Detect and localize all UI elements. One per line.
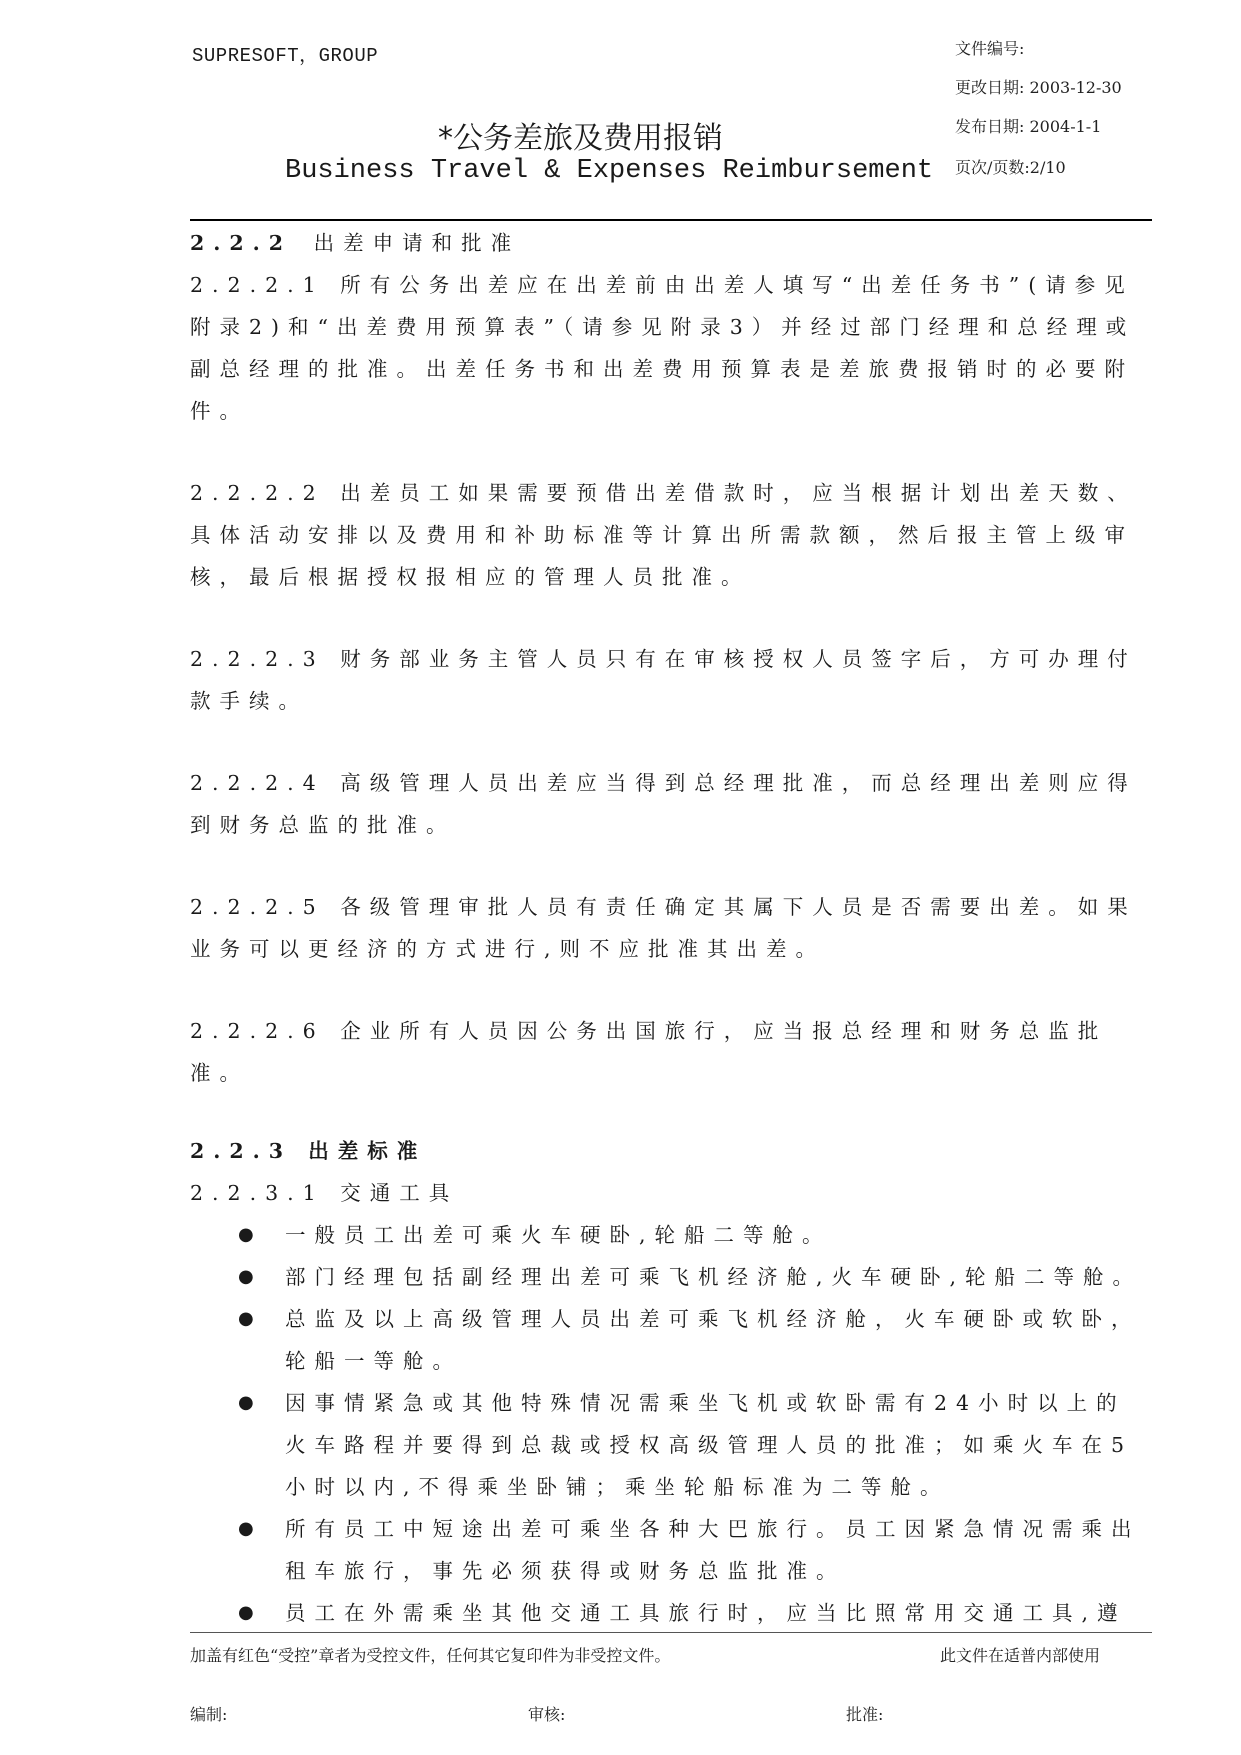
list-item: ● 员工在外需乘坐其他交通工具旅行时，应当比照常用交通工具,遵 [190, 1592, 1150, 1634]
section-title: 出差申请和批准 [313, 231, 521, 255]
document-title-en: Business Travel & Expenses Reimbursement [285, 156, 934, 186]
section-heading-2-2-3: 2.2.3 出差标准 [190, 1139, 427, 1163]
page-info: 页次/页数:2/10 [955, 158, 1066, 177]
doc-number-label: 文件编号: [955, 39, 1025, 58]
paragraph-2-2-2-4: 2.2.2.4 高级管理人员出差应当得到总经理批准，而总经理出差则应得到财务总监的批准。 [190, 771, 1137, 837]
header-rule [190, 219, 1152, 221]
document-body [190, 222, 1150, 1634]
paragraph-2-2-2-1: 2.2.2.1 所有公务出差应在出差前由出差人填写“出差任务书”(请参见附录2)和“出差费用预算表”（请参见附录3）并经过部门经理和总经理或副总经理的批准。出差任务书和出差费用预算表是差旅费报销时的必要附件。 [190, 273, 1136, 423]
list-item: ● 一般员工出差可乘火车硬卧,轮船二等舱。 [190, 1214, 1150, 1256]
list-item: ● 总监及以上高级管理人员出差可乘飞机经济舱，火车硬卧或软卧，轮船一等舱。 [190, 1298, 1150, 1382]
prepared-by-label: 编制: [190, 1705, 228, 1724]
paragraph-2-2-2-5: 2.2.2.5 各级管理审批人员有责任确定其属下人员是否需要出差。如果业务可以更经济的方式进行,则不应批准其出差。 [190, 895, 1137, 961]
transport-rules-list [190, 1214, 1150, 1634]
internal-use-note: 此文件在适普内部使用 [940, 1646, 1101, 1665]
list-item: ● 部门经理包括副经理出差可乘飞机经济舱,火车硬卧,轮船二等舱。 [190, 1256, 1150, 1298]
footer-rule [190, 1632, 1152, 1633]
company-name: SUPRESOFT，GROUP [192, 45, 379, 67]
approved-by-label: 批准: [846, 1705, 884, 1724]
paragraph-2-2-2-3: 2.2.2.3 财务部业务主管人员只有在审核授权人员签字后，方可办理付款手续。 [190, 647, 1137, 713]
paragraph-2-2-2-6: 2.2.2.6 企业所有人员因公务出国旅行，应当报总经理和财务总监批准。 [190, 1019, 1108, 1085]
list-item: ● 因事情紧急或其他特殊情况需乘坐飞机或软卧需有24小时以上的火车路程并要得到总裁或授权高级管理人员的批准；如乘火车在5小时以内,不得乘坐卧铺；乘坐轮船标准为二等舱。 [190, 1382, 1150, 1508]
section-heading-2-2-2 [190, 222, 1150, 264]
list-item: ● 所有员工中短途出差可乘坐各种大巴旅行。员工因紧急情况需乘出租车旅行，事先必须获得或财务总监批准。 [190, 1508, 1150, 1592]
paragraph-2-2-2-2: 2.2.2.2 出差员工如果需要预借出差借款时，应当根据计划出差天数、具体活动安排以及费用和补助标准等计算出所需款额，然后报主管上级审核，最后根据授权报相应的管理人员批准。 [190, 481, 1137, 589]
document-title-cn: *公务差旅及费用报销 [438, 121, 723, 156]
section-number: 2.2.2 [190, 231, 293, 255]
controlled-copy-note: 加盖有红色“受控”章者为受控文件，任何其它复印件为非受控文件。 [190, 1646, 671, 1665]
publish-date: 发布日期: 2004-1-1 [955, 117, 1102, 136]
subsection-heading-2-2-3-1: 2.2.3.1 交通工具 [190, 1181, 459, 1205]
revise-date: 更改日期: 2003-12-30 [955, 78, 1122, 97]
reviewed-by-label: 审核: [528, 1705, 566, 1724]
